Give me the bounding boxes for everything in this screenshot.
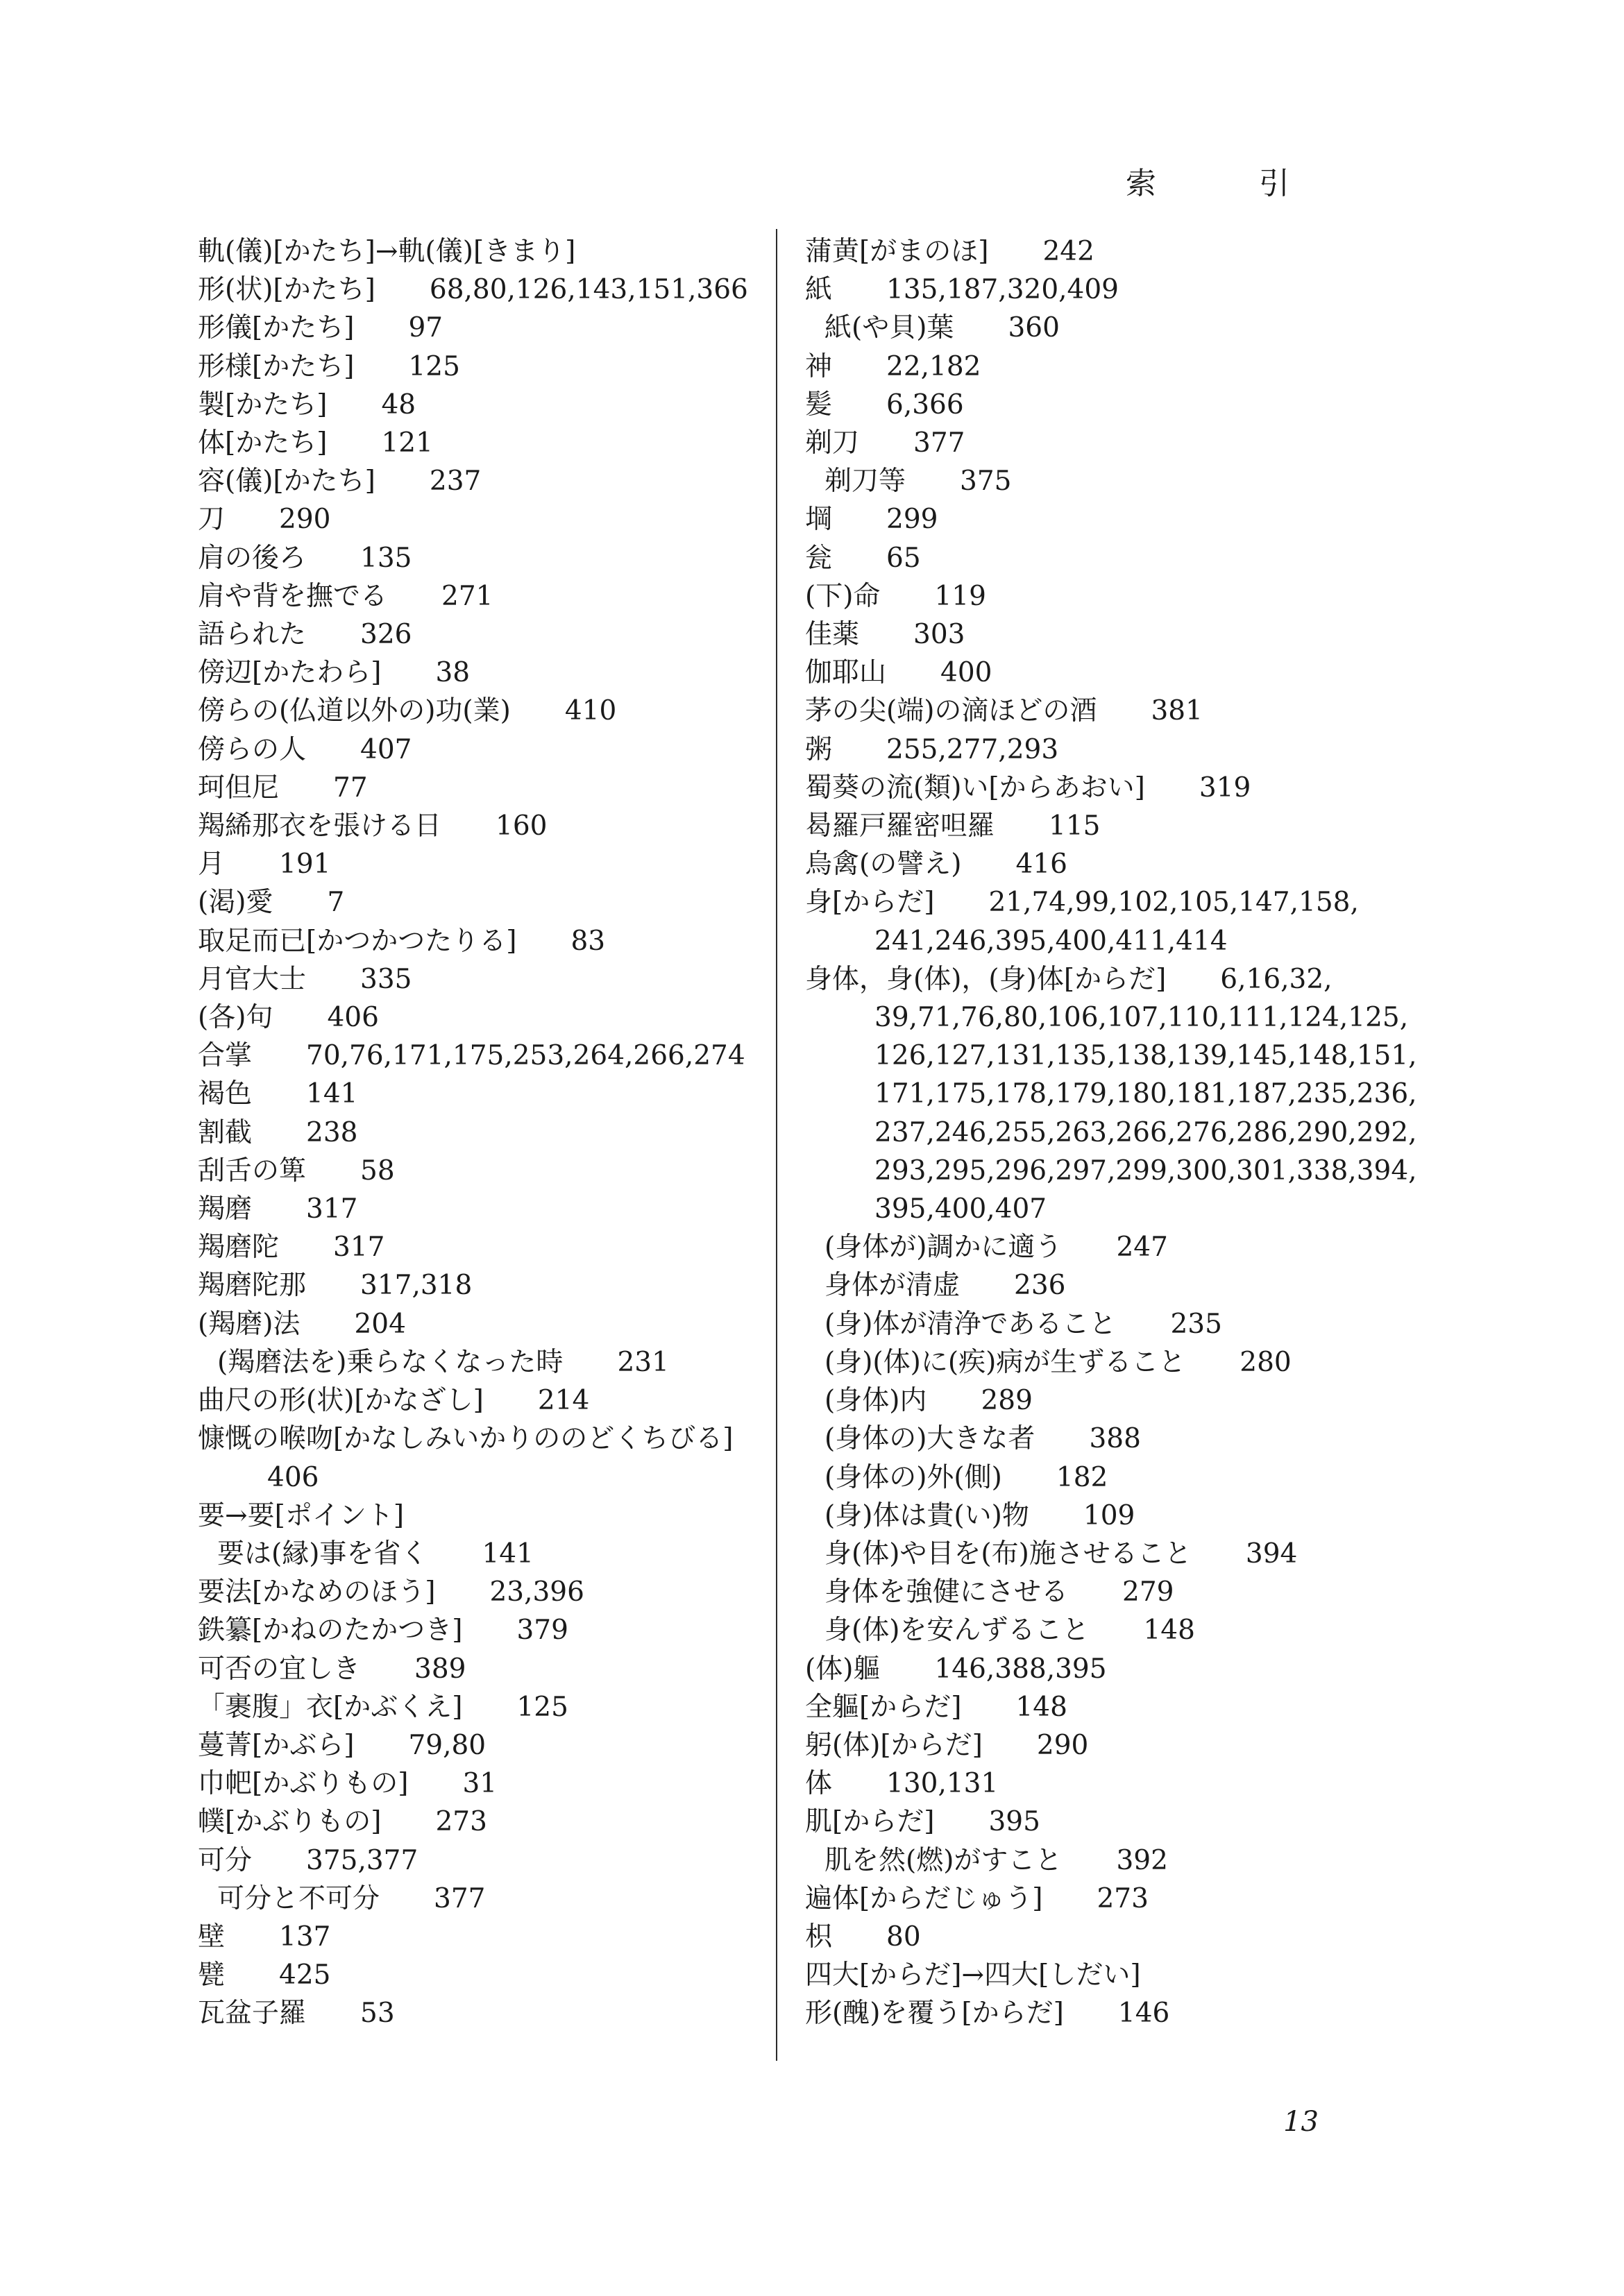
index-entry bbox=[805, 1764, 1388, 1803]
index-entry bbox=[198, 692, 767, 730]
index-pages: 115 bbox=[1049, 810, 1101, 842]
index-pages: 130,131 bbox=[886, 1768, 999, 1800]
index-pages: 6,366 bbox=[886, 389, 964, 420]
index-term: 製[かたち] bbox=[198, 389, 328, 420]
index-entry: 39,71,76,80,106,107,110,111,124,125, bbox=[874, 1002, 1409, 1034]
index-pages: 77 bbox=[333, 772, 368, 803]
index-term: 身(体)を安んずること bbox=[824, 1615, 1090, 1647]
index-entry bbox=[198, 1803, 767, 1841]
index-pages: 53 bbox=[360, 1998, 395, 2030]
index-pages: 317 bbox=[333, 1232, 385, 1264]
index-term: 可分と不可分 bbox=[217, 1882, 380, 1914]
index-term: 紙(や貝)葉 bbox=[824, 312, 954, 344]
index-entry: 171,175,178,179,180,181,187,235,236, bbox=[874, 1078, 1417, 1110]
index-pages: 290 bbox=[279, 504, 331, 536]
index-term: 遍体[からだじゅう] bbox=[805, 1882, 1043, 1914]
index-entry bbox=[805, 1803, 1388, 1841]
index-pages: 121 bbox=[381, 427, 433, 459]
index-term: 身体が清虚 bbox=[824, 1270, 961, 1302]
index-term: 四大[からだ]→四大[しだい] bbox=[805, 1959, 1141, 1991]
index-pages: 68,80,126,143,151,366 bbox=[429, 274, 748, 306]
index-pages: 83 bbox=[570, 925, 606, 957]
index-entry bbox=[805, 1266, 1388, 1304]
index-term: 蔓菁[かぶら] bbox=[198, 1729, 355, 1761]
index-entry bbox=[198, 1420, 767, 1458]
index-pages: 273 bbox=[435, 1806, 487, 1838]
index-entry bbox=[198, 1497, 767, 1535]
index-pages: 375 bbox=[960, 466, 1012, 498]
index-entry bbox=[198, 539, 767, 577]
index-entry bbox=[805, 654, 1388, 692]
index-pages: 360 bbox=[1008, 312, 1060, 344]
index-term: 形(状)[かたち] bbox=[198, 274, 375, 306]
index-pages: 425 bbox=[279, 1959, 331, 1991]
index-term: (身体の)外(側) bbox=[824, 1461, 1002, 1493]
index-entry bbox=[198, 1535, 767, 1573]
index-term: 身体，身(体)，(身)体[からだ] bbox=[805, 963, 1167, 995]
index-term: 巾帊[かぶりもの] bbox=[198, 1768, 409, 1800]
index-entry bbox=[198, 1037, 767, 1075]
index-entry bbox=[198, 1075, 767, 1113]
index-entry bbox=[198, 960, 767, 998]
index-pages: 407 bbox=[360, 733, 412, 765]
index-entry bbox=[805, 1381, 1388, 1420]
index-entry bbox=[198, 1688, 767, 1726]
index-pages: 289 bbox=[981, 1385, 1033, 1417]
index-term: 蒲黄[がまのほ] bbox=[805, 236, 989, 267]
index-term: 容(儀)[かたち] bbox=[198, 466, 375, 498]
index-entry bbox=[805, 1611, 1388, 1649]
index-entry bbox=[198, 500, 767, 538]
index-entry bbox=[198, 1228, 767, 1266]
index-pages: 377 bbox=[913, 427, 965, 459]
index-entry bbox=[805, 1459, 1388, 1497]
index-entry bbox=[198, 807, 767, 845]
index-term: 鉄纂[かねのたかつき] bbox=[198, 1615, 463, 1647]
index-pages: 141 bbox=[306, 1078, 358, 1110]
index-pages: 279 bbox=[1122, 1576, 1174, 1608]
index-term: 羯磨陀 bbox=[198, 1232, 280, 1264]
index-pages: 58 bbox=[360, 1155, 395, 1187]
index-term: 身体を強健にさせる bbox=[824, 1576, 1069, 1608]
index-term: 要法[かなめのほう] bbox=[198, 1576, 436, 1608]
index-entry: 395,400,407 bbox=[874, 1193, 1047, 1225]
index-term: 刀 bbox=[198, 504, 226, 536]
index-term: 剃刀 bbox=[805, 427, 860, 459]
index-pages: 23,396 bbox=[489, 1576, 584, 1608]
index-pages: 31 bbox=[462, 1768, 498, 1800]
index-term: (身体の)大きな者 bbox=[824, 1423, 1035, 1455]
index-term: 可分 bbox=[198, 1844, 253, 1876]
index-term: 慷慨の喉吻[かなしみいかりののどくちびる] bbox=[198, 1423, 734, 1455]
index-pages: 79,80 bbox=[408, 1729, 487, 1761]
index-pages: 135 bbox=[360, 542, 412, 574]
index-entry bbox=[198, 1842, 767, 1880]
index-term: 身[からだ] bbox=[805, 887, 935, 919]
index-term: 体[かたち] bbox=[198, 427, 328, 459]
index-pages: 21,74,99,102,105,147,158, bbox=[988, 887, 1359, 919]
index-pages: 65 bbox=[886, 542, 921, 574]
index-term: 羯磨陀那 bbox=[198, 1270, 307, 1302]
index-term: 髪 bbox=[805, 389, 833, 420]
index-pages: 394 bbox=[1245, 1538, 1298, 1570]
index-term: 肩の後ろ bbox=[198, 542, 307, 574]
index-entry bbox=[198, 271, 767, 309]
index-entry bbox=[805, 1497, 1388, 1535]
index-pages: 317 bbox=[306, 1193, 358, 1225]
index-pages: 38 bbox=[435, 657, 471, 689]
index-entry bbox=[198, 1152, 767, 1190]
index-term: 瓮 bbox=[805, 542, 833, 574]
index-term: 瓦盆子羅 bbox=[198, 1998, 307, 2030]
index-pages: 392 bbox=[1116, 1844, 1168, 1876]
index-term: (身)体が清浄であること bbox=[824, 1308, 1117, 1340]
index-entry bbox=[805, 386, 1388, 424]
index-pages: 381 bbox=[1151, 695, 1203, 727]
index-term: 傍らの人 bbox=[198, 733, 307, 765]
index-entry bbox=[198, 462, 767, 500]
index-pages: 137 bbox=[279, 1921, 331, 1953]
page-header: 索 引 bbox=[1126, 166, 1326, 201]
index-term: 伽耶山 bbox=[805, 657, 887, 689]
index-pages: 119 bbox=[934, 580, 986, 612]
index-pages: 242 bbox=[1042, 236, 1094, 267]
index-pages: 400 bbox=[940, 657, 992, 689]
index-term: 肌[からだ] bbox=[805, 1806, 935, 1838]
index-entry bbox=[805, 1842, 1388, 1880]
index-term: 割截 bbox=[198, 1116, 253, 1148]
index-entry bbox=[198, 1918, 767, 1956]
column-divider bbox=[776, 229, 777, 2061]
index-pages: 410 bbox=[564, 695, 617, 727]
index-entry: 406 bbox=[267, 1461, 319, 1493]
index-term: 珂但尼 bbox=[198, 772, 280, 803]
index-pages: 148 bbox=[1015, 1691, 1067, 1723]
index-term: (渇)愛 bbox=[198, 887, 273, 919]
index-pages: 247 bbox=[1116, 1232, 1168, 1264]
index-entry bbox=[198, 1343, 767, 1381]
index-term: (各)句 bbox=[198, 1002, 273, 1034]
index-pages: 388 bbox=[1089, 1423, 1141, 1455]
index-term: 合掌 bbox=[198, 1040, 253, 1072]
index-term: (身体)内 bbox=[824, 1385, 927, 1417]
index-term: 形様[かたち] bbox=[198, 350, 355, 382]
index-entry bbox=[198, 654, 767, 692]
index-entry bbox=[805, 1726, 1388, 1764]
index-term: 刮舌の箄 bbox=[198, 1155, 307, 1187]
index-entry bbox=[198, 1956, 767, 1994]
index-term: 肌を然(燃)がすこと bbox=[824, 1844, 1063, 1876]
index-pages: 375,377 bbox=[306, 1844, 418, 1876]
index-term: 傍らの(仏道以外の)功(業) bbox=[198, 695, 511, 727]
index-pages: 335 bbox=[360, 963, 412, 995]
index-pages: 148 bbox=[1143, 1615, 1195, 1647]
index-pages: 70,76,171,175,253,264,266,274 bbox=[306, 1040, 745, 1072]
index-pages: 235 bbox=[1170, 1308, 1222, 1340]
index-column-left bbox=[198, 232, 767, 2033]
index-term: 堈 bbox=[805, 504, 833, 536]
index-entry bbox=[805, 309, 1388, 347]
index-term: 躬(体)[からだ] bbox=[805, 1729, 983, 1761]
index-entry bbox=[805, 577, 1388, 615]
index-entry bbox=[198, 731, 767, 769]
index-term: 取足而已[かつかつたりる] bbox=[198, 925, 517, 957]
index-entry bbox=[198, 1611, 767, 1649]
index-entry bbox=[805, 769, 1388, 807]
index-entry bbox=[198, 615, 767, 654]
index-term: 形(醜)を覆う[からだ] bbox=[805, 1998, 1064, 2030]
index-entry bbox=[198, 1381, 767, 1420]
index-term: 幞[かぶりもの] bbox=[198, 1806, 382, 1838]
index-entry bbox=[805, 462, 1388, 500]
index-entry bbox=[805, 845, 1388, 883]
index-entry bbox=[198, 1994, 767, 2032]
index-entry bbox=[805, 500, 1388, 538]
index-entry bbox=[805, 1420, 1388, 1458]
index-term: 月 bbox=[198, 849, 226, 881]
index-pages: 146,388,395 bbox=[934, 1653, 1107, 1685]
index-pages: 238 bbox=[306, 1116, 358, 1148]
index-term: 傍辺[かたわら] bbox=[198, 657, 382, 689]
index-pages: 389 bbox=[414, 1653, 466, 1685]
index-term: 羯磨 bbox=[198, 1193, 253, 1225]
index-term: 肩や背を撫でる bbox=[198, 580, 388, 612]
index-entry bbox=[805, 1688, 1388, 1726]
index-entry bbox=[198, 1266, 767, 1304]
page-number: 13 bbox=[1283, 2106, 1319, 2138]
index-pages: 160 bbox=[496, 810, 548, 842]
index-pages: 109 bbox=[1083, 1499, 1135, 1531]
index-pages: 290 bbox=[1036, 1729, 1089, 1761]
index-entry bbox=[805, 960, 1388, 998]
index-pages: 319 bbox=[1199, 772, 1251, 803]
index-entry: 293,295,296,297,299,300,301,338,394, bbox=[874, 1155, 1417, 1187]
index-pages: 231 bbox=[617, 1346, 669, 1378]
index-term: (身)体は貴(い)物 bbox=[824, 1499, 1029, 1531]
index-pages: 271 bbox=[441, 580, 493, 612]
index-entry bbox=[198, 386, 767, 424]
index-entry bbox=[805, 692, 1388, 730]
index-term: (身体が)調かに適う bbox=[824, 1232, 1063, 1264]
index-entry bbox=[198, 309, 767, 347]
index-pages: 280 bbox=[1240, 1346, 1292, 1378]
index-term: 蜀葵の流(類)い[からあおい] bbox=[805, 772, 1145, 803]
index-pages: 22,182 bbox=[886, 350, 981, 382]
index-entry bbox=[805, 1343, 1388, 1381]
index-pages: 214 bbox=[537, 1385, 590, 1417]
index-entry bbox=[198, 1764, 767, 1803]
index-pages: 406 bbox=[327, 1002, 379, 1034]
index-pages: 237 bbox=[429, 466, 482, 498]
index-entry bbox=[805, 1305, 1388, 1343]
index-entry bbox=[198, 232, 767, 271]
index-term: 可否の宜しき bbox=[198, 1653, 361, 1685]
index-entry bbox=[198, 1114, 767, 1152]
index-pages: 191 bbox=[279, 849, 331, 881]
index-pages: 395 bbox=[988, 1806, 1040, 1838]
index-entry bbox=[198, 577, 767, 615]
index-entry bbox=[198, 1573, 767, 1611]
index-term: 形儀[かたち] bbox=[198, 312, 355, 344]
index-entry bbox=[805, 1880, 1388, 1918]
index-entry bbox=[198, 348, 767, 386]
index-term: 羯絺那衣を張ける日 bbox=[198, 810, 442, 842]
index-entry bbox=[805, 1918, 1388, 1956]
index-term: 「裹腹」衣[かぶくえ] bbox=[198, 1691, 463, 1723]
index-entry bbox=[198, 845, 767, 883]
index-term: 語られた bbox=[198, 619, 307, 651]
index-term: 枳 bbox=[805, 1921, 833, 1953]
index-entry bbox=[198, 1305, 767, 1343]
index-term: 身(体)や目を(布)施させること bbox=[824, 1538, 1192, 1570]
index-term: 剃刀等 bbox=[824, 466, 906, 498]
index-entry bbox=[805, 1956, 1388, 1994]
index-entry bbox=[805, 271, 1388, 309]
index-term: (体)軀 bbox=[805, 1653, 881, 1685]
index-term: 褐色 bbox=[198, 1078, 253, 1110]
index-entry bbox=[805, 883, 1388, 921]
index-entry bbox=[198, 922, 767, 960]
index-entry bbox=[198, 1880, 767, 1918]
index-entry bbox=[198, 883, 767, 921]
index-term: (下)命 bbox=[805, 580, 881, 612]
index-entry bbox=[198, 998, 767, 1037]
index-entry: 241,246,395,400,411,414 bbox=[874, 925, 1228, 957]
index-term: 要→要[ポイント] bbox=[198, 1499, 405, 1531]
index-term: 紙 bbox=[805, 274, 833, 306]
index-pages: 125 bbox=[408, 350, 460, 382]
index-pages: 80 bbox=[886, 1921, 921, 1953]
index-term: 烏禽(の譬え) bbox=[805, 849, 962, 881]
index-entry: 126,127,131,135,138,139,145,148,151, bbox=[874, 1040, 1417, 1072]
index-pages: 97 bbox=[408, 312, 443, 344]
index-entry bbox=[805, 232, 1388, 271]
index-pages: 182 bbox=[1056, 1461, 1108, 1493]
index-pages: 48 bbox=[381, 389, 416, 420]
index-entry bbox=[198, 1190, 767, 1228]
index-entry bbox=[198, 424, 767, 462]
index-pages: 326 bbox=[360, 619, 412, 651]
index-entry bbox=[198, 1650, 767, 1688]
index-entry bbox=[805, 1994, 1388, 2032]
index-pages: 299 bbox=[886, 504, 938, 536]
index-term: 茅の尖(端)の滴ほどの酒 bbox=[805, 695, 1097, 727]
index-term: 佳薬 bbox=[805, 619, 860, 651]
index-term: 軌(儀)[かたち]→軌(儀)[きまり] bbox=[198, 236, 576, 267]
index-term: (羯磨法を)乗らなくなった時 bbox=[217, 1346, 564, 1378]
index-entry bbox=[198, 769, 767, 807]
index-term: 曲尺の形(状)[かなざし] bbox=[198, 1385, 484, 1417]
index-pages: 379 bbox=[516, 1615, 568, 1647]
index-entry bbox=[805, 1535, 1388, 1573]
index-pages: 146 bbox=[1117, 1998, 1170, 2030]
index-term: 曷羅戸羅密呾羅 bbox=[805, 810, 995, 842]
index-pages: 377 bbox=[434, 1882, 486, 1914]
index-pages: 7 bbox=[327, 887, 345, 919]
index-pages: 273 bbox=[1097, 1882, 1149, 1914]
index-entry bbox=[805, 348, 1388, 386]
index-pages: 141 bbox=[482, 1538, 534, 1570]
index-entry bbox=[805, 1650, 1388, 1688]
index-pages: 255,277,293 bbox=[886, 733, 1059, 765]
index-term: (身)(体)に(疾)病が生ずること bbox=[824, 1346, 1186, 1378]
index-pages: 303 bbox=[913, 619, 965, 651]
index-pages: 6,16,32, bbox=[1220, 963, 1333, 995]
index-entry: 237,246,255,263,266,276,286,290,292, bbox=[874, 1116, 1417, 1148]
index-pages: 135,187,320,409 bbox=[886, 274, 1119, 306]
index-entry bbox=[805, 807, 1388, 845]
index-term: 月官大士 bbox=[198, 963, 307, 995]
index-pages: 236 bbox=[1014, 1270, 1066, 1302]
index-term: (羯磨)法 bbox=[198, 1308, 301, 1340]
index-term: 体 bbox=[805, 1768, 833, 1800]
index-entry bbox=[805, 1573, 1388, 1611]
index-entry bbox=[805, 1228, 1388, 1266]
index-term: 全軀[からだ] bbox=[805, 1691, 962, 1723]
index-entry bbox=[198, 1726, 767, 1764]
index-term: 壁 bbox=[198, 1921, 226, 1953]
index-pages: 125 bbox=[516, 1691, 568, 1723]
index-pages: 317,318 bbox=[360, 1270, 473, 1302]
index-term: 粥 bbox=[805, 733, 833, 765]
index-column-right bbox=[805, 232, 1417, 2033]
index-entry bbox=[805, 615, 1388, 654]
index-term: 要は(縁)事を省く bbox=[217, 1538, 428, 1570]
index-term: 神 bbox=[805, 350, 833, 382]
index-entry bbox=[805, 539, 1388, 577]
index-pages: 416 bbox=[1015, 849, 1067, 881]
index-term: 甓 bbox=[198, 1959, 226, 1991]
index-entry bbox=[805, 731, 1388, 769]
index-entry bbox=[805, 424, 1388, 462]
index-pages: 204 bbox=[354, 1308, 406, 1340]
